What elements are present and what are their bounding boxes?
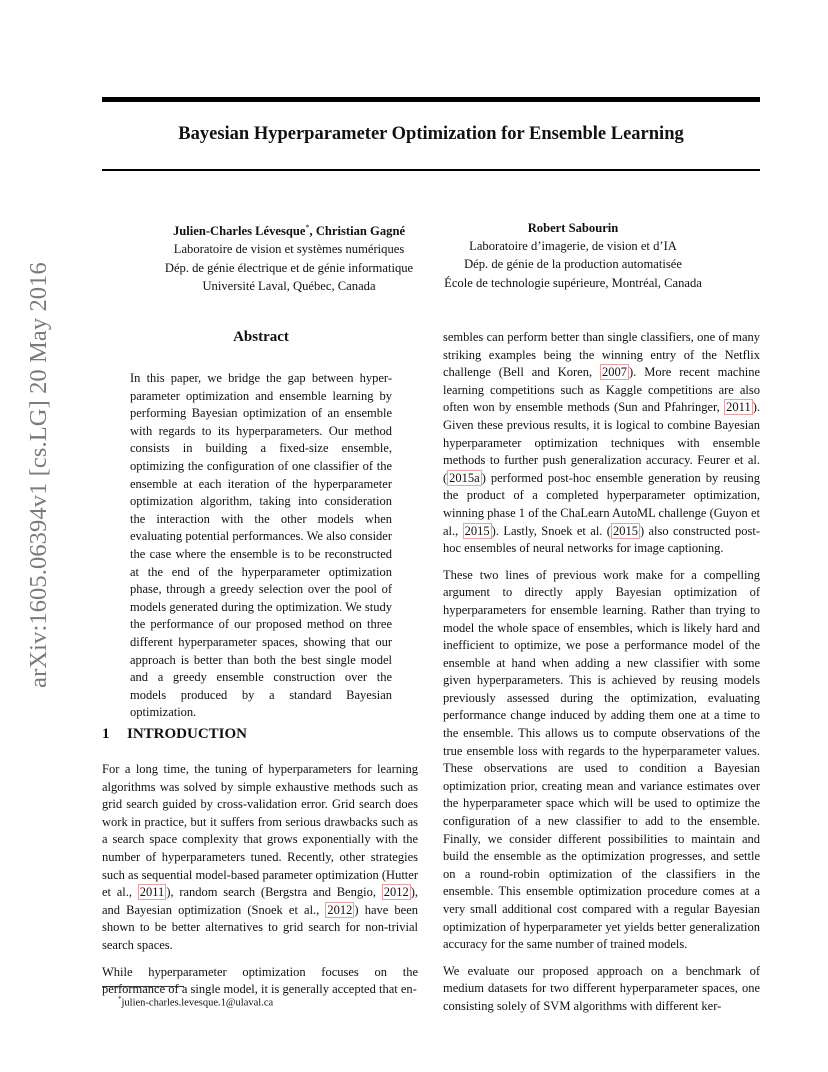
abstract-heading: Abstract (233, 329, 289, 345)
citation-link[interactable]: 2015a (449, 470, 480, 485)
affiliation-line: Université Laval, Québec, Canada (202, 278, 376, 293)
introduction-body (102, 761, 418, 999)
author-block-right (432, 219, 714, 292)
title-bottom-rule (102, 169, 760, 171)
citation-link[interactable]: 2012 (383, 885, 409, 900)
title-top-rule (102, 97, 760, 102)
section-heading-introduction (102, 724, 247, 744)
affiliation-line: Dép. de génie électrique et de génie informatique (164, 260, 414, 275)
footnote (118, 992, 273, 1011)
footnote-rule (102, 986, 184, 987)
footnote-mark: * (305, 223, 310, 232)
citation-link[interactable]: 2011 (726, 400, 751, 415)
affiliation-line: Laboratoire d’imagerie, de vision et d’IA (469, 239, 677, 254)
affiliation-line: École de technologie supérieure, Montréal, Canada (444, 275, 702, 290)
body-paragraph: These two lines of previous work make for a compelling argument to directly apply Bayesian optimization of hyperparameters for ensemble learning. Rather than trying to model the whole space of ensembles, which is likely hard and inefficient to optimize, we pose a performance model of the ensemble at hand when adding a new classifier with some given hyperparameters. This is achieved by reusing models previously assessed during the optimization, evaluating performance change induced by adding them one at a time to the ensemble. This allows us to compute observations of the true ensemble loss with regards to the hyperparameter values. These observations are used to condition a Bayesian optimization prior, creating mean and variance estimates over the hyperparameter space which will be used to optimize the configuration of a new classifier to add to the ensemble. Finally, we consider different possibilities to maintain and build the ensemble as the optimization progresses, and settle on a round-robin optimization of the classifiers in the ensemble. This ensemble optimization procedure comes at a very small additional cost compared with a regular Bayesian optimization of hyperparameter yet yields better generalization accuracy for the same number of trained models. (443, 567, 760, 952)
author-names-right: Robert Sabourin (527, 221, 619, 235)
arxiv-identifier-stamp: arXiv:1605.06394v1 [cs.LG] 20 May 2016 (25, 262, 52, 688)
footnote-email: julien-charles.levesque.1@ulaval.ca (121, 997, 274, 1009)
paper-title: Bayesian Hyperparameter Optimization for Ensemble Learning (178, 124, 684, 144)
section-title: INTRODUCTION (127, 726, 248, 742)
author-block-left (150, 219, 428, 295)
abstract-paragraph: In this paper, we bridge the gap between hyper-parameter optimization and ensemble learning by performing Bayesian optimization of an ensemble with regards to its hyperparameters. Our method consists in building a fixed-size ensemble, optimizing the configuration of one classifier of the ensemble at each iteration of the hyperparameter optimization algorithm, taking into consideration the interaction with the other models when evaluating potential performances. We also consider the case where the ensemble is to be reconstructed at the end of the hyperparameter optimization phase, through a greedy selection over the pool of models generated during the optimization. We study the performance of our proposed method on three different hyperparameter spaces, showing that our approach is better than both the best single model and a greedy ensemble construction over the models produced by a standard Bayesian optimization. (130, 371, 392, 720)
author-names-left: Julien-Charles Lévesque*, Christian Gagné (172, 223, 406, 239)
citation-link[interactable]: 2011 (139, 885, 165, 900)
affiliation-line: Dép. de génie de la production automatisée (464, 257, 682, 272)
citation-link[interactable]: 2015 (612, 523, 638, 538)
citation-link[interactable]: 2012 (327, 902, 353, 917)
footnote-mark: * (118, 995, 122, 1003)
citation-link[interactable]: 2007 (602, 365, 627, 380)
abstract-body (130, 370, 392, 722)
body-paragraph: We evaluate our proposed approach on a benchmark of medium datasets for two different hyperparameter spaces, one consisting solely of SVM algorithms with different ker- (443, 963, 760, 1013)
intro-paragraph: While hyperparameter optimization focuses on the performance of a single model, it is generally accepted that en- (102, 964, 418, 997)
intro-paragraph: For a long time, the tuning of hyperparameters for learning algorithms was solved by simple exhaustive methods such as grid search guided by cross-validation error. Grid search does work in practice, but it suffers from serious drawbacks such as a search space complexity that grows exponentially with the number of hyperparameters tuned. Recently, other strategies such as sequential model-based parameter optimization (Hutter et al., 2011 ), random search (Bergstra and Bengio, 2012 ), and Bayesian optimization (Snoek et al., 2012 ) have been shown to be better alternatives to grid search for non-trivial search spaces. (102, 762, 418, 952)
body-paragraph: sembles can perform better than single classifiers, one of many striking examples being the winning entry of the Netflix challenge (Bell and Koren, 2007 ). More recent machine learning competitions such as Kaggle competitions are also often won by ensemble methods (Sun and Pfahringer, 2011 ). Given these previous results, it is logical to combine Bayesian hyperparameter optimization techniques with ensemble methods to further push generalization accuracy. Feurer et al. ( 2015a ) performed post-hoc ensemble generation by reusing the product of a completed hyperparameter optimization, winning phase 1 of the ChaLearn AutoML challenge (Guyon et al., 2015 ). Lastly, Snoek et al. ( 2015 ) also constructed post-hoc ensembles of neural networks for image captioning. (443, 330, 761, 556)
citation-link[interactable]: 2015 (464, 523, 490, 538)
section-number: 1 (102, 726, 110, 742)
right-column-body (443, 329, 760, 1016)
affiliation-line: Laboratoire de vision et systèmes numériques (173, 242, 405, 257)
